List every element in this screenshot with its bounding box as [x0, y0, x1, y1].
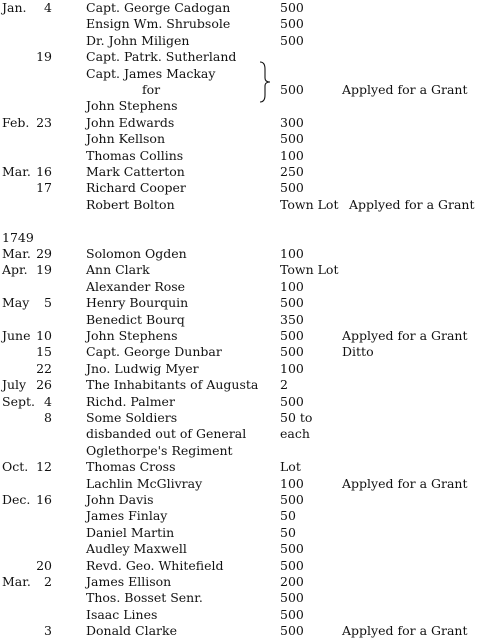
entry-month: Mar.: [2, 164, 31, 179]
grantee-name: The Inhabitants of Augusta: [86, 377, 259, 393]
entry-day: 12: [36, 459, 52, 475]
grantee-name: Robert Bolton: [86, 196, 175, 212]
grantee-name: Daniel Martin: [86, 524, 175, 540]
entry-day: 4: [44, 393, 52, 409]
entry-month: July: [2, 377, 27, 393]
entry-month: Oct.: [2, 459, 29, 475]
entry-day: 26: [36, 377, 52, 393]
grant-acreage: 500: [280, 623, 304, 639]
grant-acreage: 100: [280, 475, 304, 491]
entry-month: Mar.: [2, 574, 31, 589]
ledger-row: [0, 164, 484, 180]
ledger-row: [0, 623, 484, 639]
grant-acreage: 100: [280, 278, 304, 294]
grant-acreage: Town Lot: [280, 262, 339, 278]
grant-acreage: 500: [280, 492, 304, 507]
grantee-name: Richard Cooper: [86, 180, 186, 196]
entry-day: 16: [36, 492, 52, 507]
grantee-name: Isaac Lines: [86, 606, 158, 622]
grant-acreage: 300: [280, 114, 304, 130]
grantee-name: Oglethorpe's Regiment: [86, 442, 233, 458]
ledger-row: [0, 492, 484, 508]
ledger-row: [0, 525, 484, 541]
entry-day: 8: [44, 410, 52, 425]
ledger-row: [0, 476, 484, 492]
grant-acreage: 200: [280, 574, 304, 589]
year-heading: 1749: [2, 229, 34, 245]
year-heading-row: [0, 230, 484, 246]
ledger-row: [0, 98, 484, 114]
grant-acreage: Lot: [280, 459, 301, 475]
grantee-name: Dr. John Miligen: [86, 32, 190, 48]
grant-acreage: 500: [280, 0, 304, 15]
ledger-row: [0, 443, 484, 459]
ledger-row: [0, 148, 484, 164]
grantee-name: John Stephens: [86, 98, 178, 114]
grantee-name: Capt. James Mackay: [86, 65, 216, 81]
ledger-row: [0, 33, 484, 49]
grant-remark: Applyed for a Grant: [349, 196, 475, 212]
grant-acreage: 2: [280, 377, 288, 393]
grant-acreage: 500: [280, 131, 304, 147]
entry-month: June: [2, 328, 31, 343]
grant-acreage: 500: [280, 557, 304, 573]
entry-day: 3: [44, 623, 52, 639]
grant-acreage: 500: [280, 295, 304, 311]
grantee-name: Thomas Collins: [86, 147, 184, 163]
ledger-row: [0, 262, 484, 278]
ledger-row: [0, 328, 484, 344]
grant-acreage: 500: [280, 32, 304, 48]
grantee-name: Capt. George Cadogan: [86, 0, 231, 15]
grantee-name: John Edwards: [86, 114, 175, 130]
grant-acreage: 500: [280, 590, 304, 606]
grant-acreage: 500: [280, 344, 304, 360]
grant-acreage: 50 to: [280, 410, 313, 425]
entry-day: 16: [36, 164, 52, 179]
grantee-name: Henry Bourquin: [86, 295, 189, 311]
grantee-name: James Finlay: [86, 508, 168, 524]
entry-month: Sept.: [2, 393, 35, 409]
grantee-name: Ensign Wm. Shrubsole: [86, 16, 231, 32]
ledger-row: [0, 508, 484, 524]
ledger-row: [0, 49, 484, 65]
grant-acreage: 500: [280, 541, 304, 557]
ledger-row: [0, 361, 484, 377]
grant-acreage: 500: [280, 393, 304, 409]
grant-remark: Applyed for a Grant: [342, 475, 468, 491]
ledger-row: [0, 541, 484, 557]
grantee-name: Thomas Cross: [86, 459, 176, 475]
grant-remark: Applyed for a Grant: [342, 328, 468, 343]
ledger-row: [0, 16, 484, 32]
entry-month: Feb.: [2, 114, 30, 130]
entry-day: 29: [36, 246, 52, 261]
ledger-row: [0, 295, 484, 311]
entry-day: 4: [44, 0, 52, 15]
grant-remark: Ditto: [342, 344, 374, 360]
spacer-row: [0, 213, 484, 229]
grantee-name: Donald Clarke: [86, 623, 177, 639]
grantee-name: Some Soldiers: [86, 410, 178, 425]
grant-acreage: Town Lot: [280, 196, 339, 212]
ledger-row: [0, 279, 484, 295]
grantee-name: Mark Catterton: [86, 164, 185, 179]
entry-day: 15: [36, 344, 52, 360]
grant-acreage: 50: [280, 524, 296, 540]
ledger-row: [0, 180, 484, 196]
grantee-name: Revd. Geo. Whitefield: [86, 557, 224, 573]
entry-month: May: [2, 295, 30, 311]
ledger-row: [0, 197, 484, 213]
entry-month: Mar.: [2, 246, 31, 261]
grant-acreage: 250: [280, 164, 304, 179]
ledger-row: [0, 590, 484, 606]
entry-day: 10: [36, 328, 52, 343]
entry-day: 19: [36, 49, 52, 65]
grant-acreage: 500: [280, 606, 304, 622]
grantee-name: Alexander Rose: [86, 278, 186, 294]
grant-acreage: 500: [280, 82, 304, 97]
grantee-name: disbanded out of General: [86, 426, 247, 442]
grant-acreage: 500: [280, 180, 304, 196]
grantee-name: Audley Maxwell: [86, 541, 187, 557]
entry-month: Dec.: [2, 492, 31, 507]
grant-acreage: 100: [280, 360, 304, 376]
ledger-row: [0, 0, 484, 16]
ledger-row: [0, 82, 484, 98]
ledger-row: [0, 377, 484, 393]
grant-acreage: each: [280, 426, 310, 442]
grantee-name: Jno. Ludwig Myer: [86, 360, 199, 376]
entry-day: 19: [36, 262, 52, 278]
grant-acreage: 100: [280, 246, 304, 261]
entry-day: 23: [36, 114, 52, 130]
grantee-name: John Kellson: [86, 131, 165, 147]
grant-remark: Applyed for a Grant: [342, 82, 468, 97]
ledger-row: [0, 558, 484, 574]
entry-day: 5: [44, 295, 52, 311]
grant-acreage: 500: [280, 328, 304, 343]
ledger-row: [0, 607, 484, 623]
ledger-row: [0, 115, 484, 131]
ledger-row: [0, 410, 484, 426]
entry-day: 17: [36, 180, 52, 196]
ledger-row: [0, 344, 484, 360]
grant-remark: Applyed for a Grant: [342, 623, 468, 639]
entry-month: Jan.: [2, 0, 27, 15]
grantee-name: for: [142, 82, 161, 97]
grant-acreage: 350: [280, 311, 304, 327]
grantee-name: Richd. Palmer: [86, 393, 175, 409]
grantee-name: Benedict Bourq: [86, 311, 185, 327]
grantee-name: Lachlin McGlivray: [86, 475, 203, 491]
grant-acreage: 500: [280, 16, 304, 32]
ledger-row: [0, 312, 484, 328]
ledger-row: [0, 574, 484, 590]
ledger-row: [0, 246, 484, 262]
grantee-name: Capt. George Dunbar: [86, 344, 222, 360]
grantee-name: Solomon Ogden: [86, 246, 187, 261]
entry-day: 20: [36, 557, 52, 573]
entry-day: 22: [36, 360, 52, 376]
grantee-name: Thos. Bosset Senr.: [86, 590, 203, 606]
grantee-name: Capt. Patrk. Sutherland: [86, 49, 237, 65]
ledger-row: [0, 426, 484, 442]
grant-acreage: 100: [280, 147, 304, 163]
entry-month: Apr.: [2, 262, 28, 278]
entry-day: 2: [44, 574, 52, 589]
ledger-row: [0, 66, 484, 82]
grant-acreage: 50: [280, 508, 296, 524]
ledger-row: [0, 131, 484, 147]
ledger-row: [0, 394, 484, 410]
grantee-name: John Davis: [86, 492, 154, 507]
ledger-row: [0, 459, 484, 475]
grantee-name: Ann Clark: [86, 262, 150, 278]
grantee-name: James Ellison: [86, 574, 172, 589]
grantee-name: John Stephens: [86, 328, 178, 343]
